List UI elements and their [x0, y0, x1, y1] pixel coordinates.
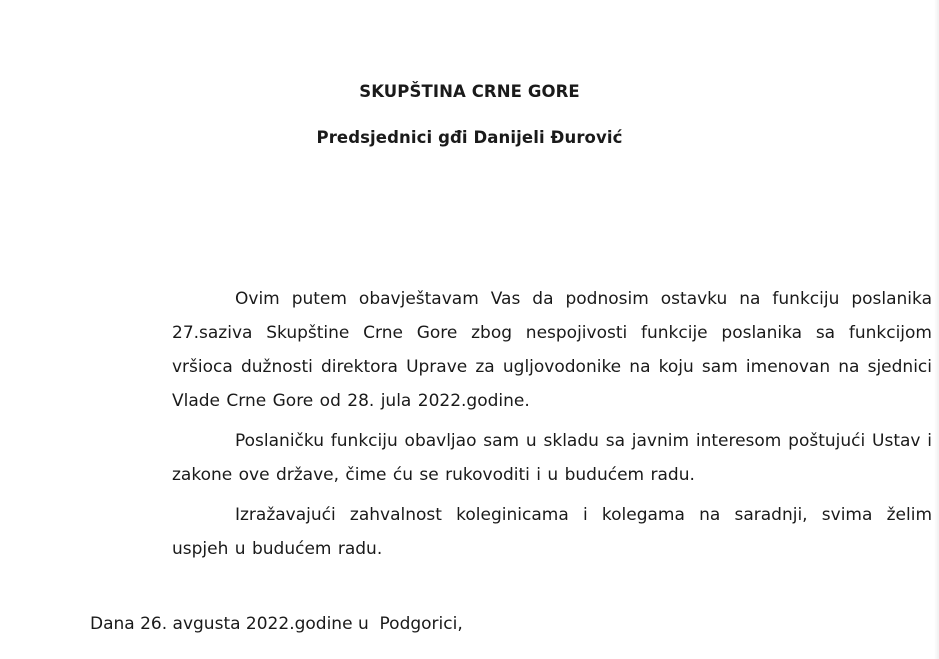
paragraph-thanks: Izražavajući zahvalnost koleginicama i kolegama na saradnji, svima želim uspjeh u budućem radu. — [172, 505, 932, 559]
paragraph-resignation: Ovim putem obavještavam Vas da podnosim ostavku na funkciju poslanika 27.saziva Skupštine Crne Gore zbog nespojivosti funkcije poslanika sa funkcijom vršioca dužnosti direktora Uprave za ugljovodonike na koju sam imenovan na sjednici Vlade Crne Gore od 28. jula 2022.godine. — [172, 289, 932, 411]
paragraph-service: Poslaničku funkciju obavljao sam u skladu sa javnim interesom poštujući Ustav i zakone ove države, čime ću se rukovoditi i u budućem radu. — [172, 431, 932, 485]
addressee-heading: Predsjednici gđi Danijeli Đurović — [316, 128, 623, 147]
date-place-line: Dana 26. avgusta 2022.godine u Podgorici, — [90, 614, 463, 634]
institution-heading: SKUPŠTINA CRNE GORE — [359, 82, 580, 101]
